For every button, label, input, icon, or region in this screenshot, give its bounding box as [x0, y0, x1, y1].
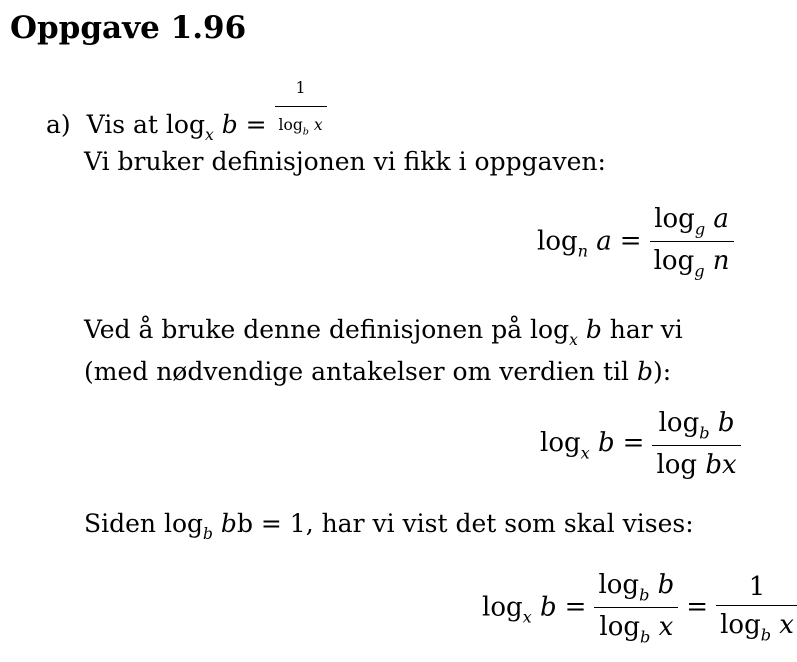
equation-definition: $\log_n a$ = $\frac{\log_g a}{\log_g n}$	[537, 204, 734, 281]
task-frac-den: $\log_b x$	[275, 106, 327, 148]
paragraph-applying-line2: (med nødvendige antakelser om verdien til b):	[84, 356, 672, 386]
paragraph-conclusion: Siden $\log_b$ bb = 1, har vi vist det som skal vises:	[84, 509, 694, 543]
equation-result-fraction-2: $\frac{1}{\log_b x}$	[716, 572, 797, 644]
task-fraction	[275, 72, 327, 148]
task-formula: $\log_x b$ = $\frac{1}{\log_b x}$	[166, 110, 327, 139]
equation-result: $\log_x b$ = $\frac{\log_b b}{\log_b x}$ = $\frac{1}{\log_b x}$	[482, 570, 797, 647]
task-lhs: b =	[221, 110, 267, 140]
exercise-title: Oppgave 1.96	[10, 10, 247, 46]
paragraph-applying-line1: Ved å bruke denne definisjonen på $\log_x b$ har vi	[84, 315, 683, 349]
equation-definition-fraction: $\frac{\log_g a}{\log_g n}$	[650, 204, 734, 281]
task-frac-num: 1	[295, 79, 306, 97]
equation-applied-fraction: $\frac{\log_b b}{\text{log bx}}$	[652, 408, 740, 480]
paragraph-definition: Vi bruker definisjonen vi fikk i oppgaven:	[84, 147, 606, 176]
equation-result-fraction-1: $\frac{\log_b b}{\log_b x}$	[594, 570, 678, 647]
paragraph-applying	[84, 314, 683, 388]
task-prefix: Vis at	[86, 110, 158, 140]
part-a-label	[46, 72, 327, 151]
part-a-marker: a)	[46, 110, 71, 140]
equation-applied: $\log_x b$ = $\frac{\log_b b}{\text{log bx}}$	[540, 408, 741, 480]
